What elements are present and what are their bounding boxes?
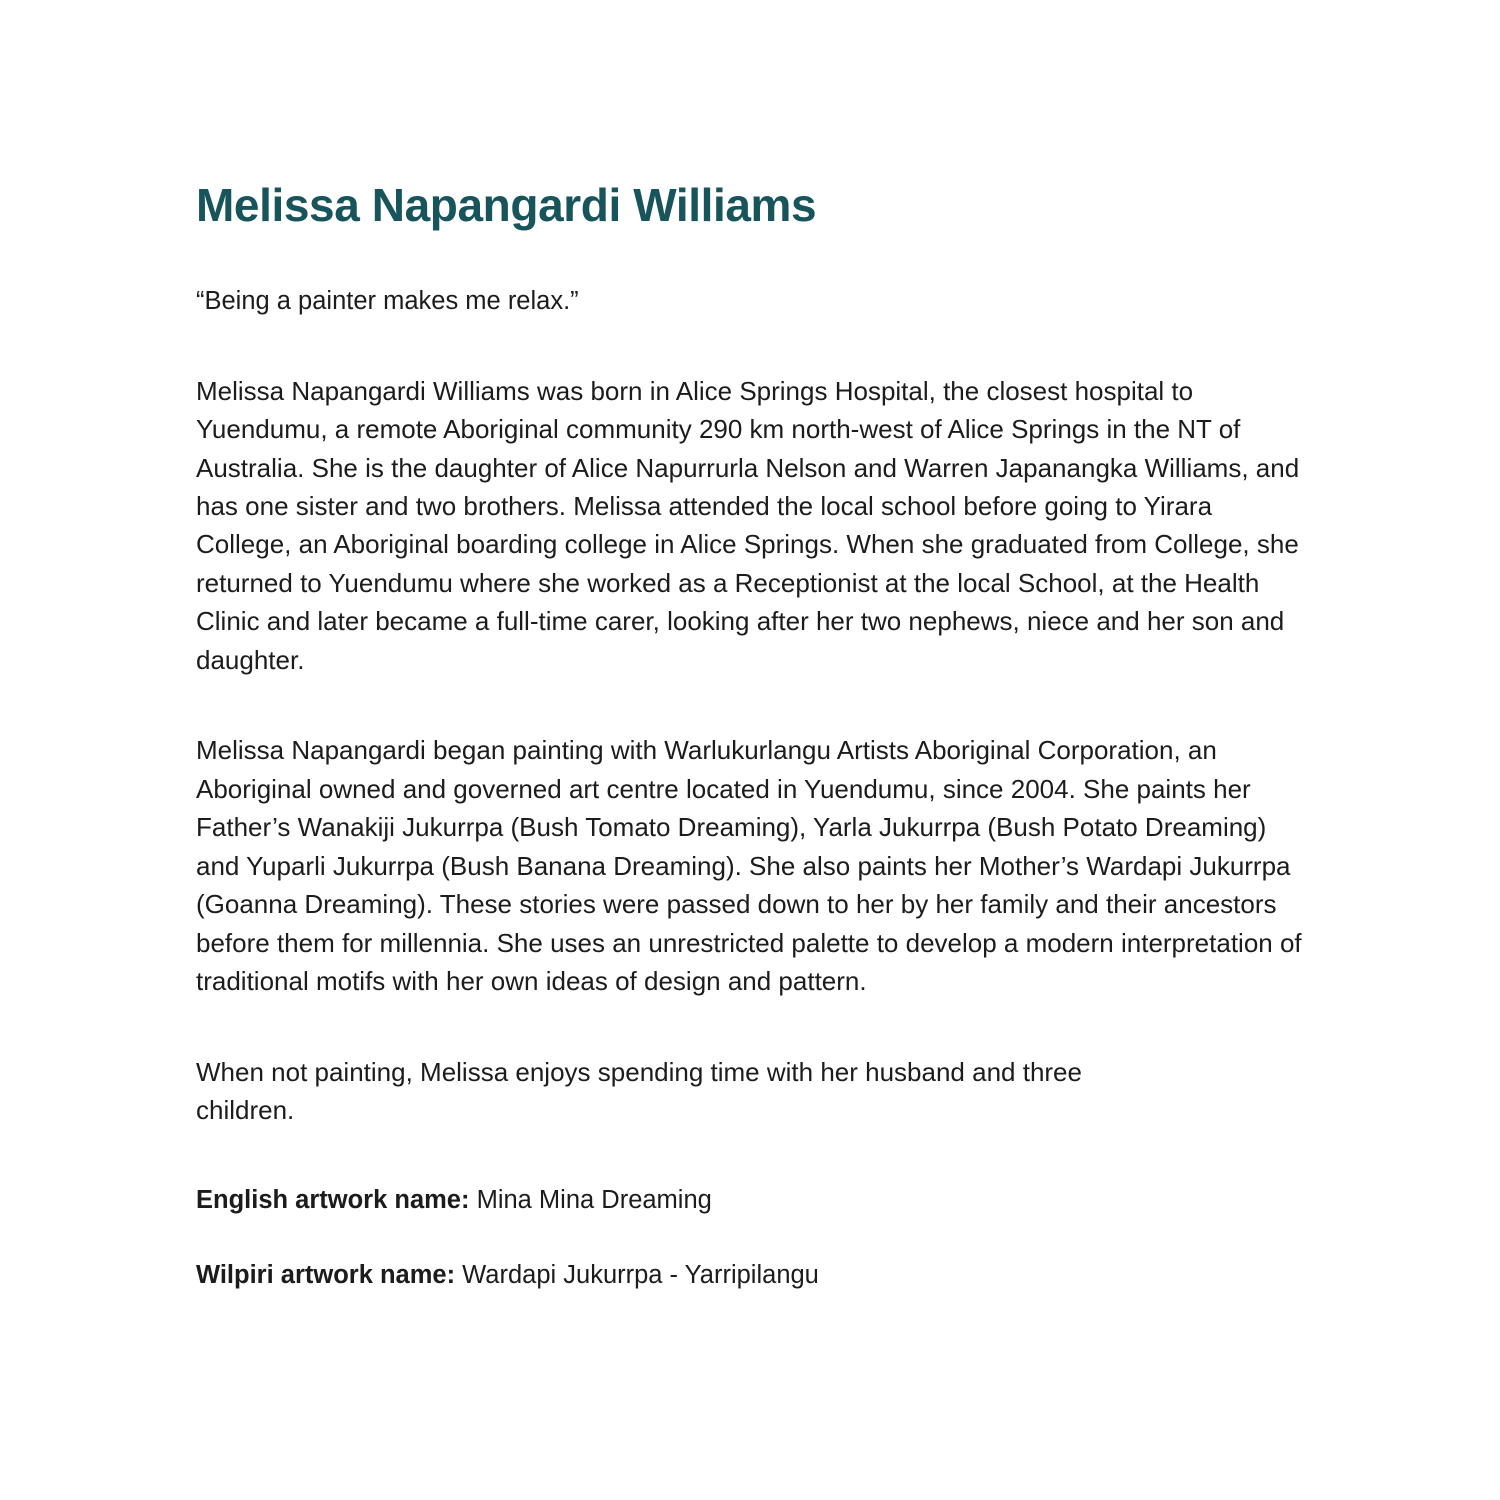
- english-artwork-name-value: Mina Mina Dreaming: [476, 1185, 712, 1214]
- biography-paragraph-3: When not painting, Melissa enjoys spending time with her husband and three children.: [196, 1056, 1082, 1126]
- english-artwork-name: [196, 1182, 1310, 1219]
- wilpiri-artwork-name: [196, 1257, 1310, 1294]
- page-title: Melissa Napangardi Williams: [196, 179, 817, 231]
- biography-paragraph-1: Melissa Napangardi Williams was born in Alice Springs Hospital, the closest hospital to Yuendumu, a remote Aboriginal community 290 km north-west of Alice Springs in the NT of Australia. She is the daughter of Alice Napurrurla Nelson and Warren Japanangka Williams, and has one sister and two brothers. Melissa attended the local school before going to Yirara College, an Aboriginal boarding college in Alice Springs. When she graduated from College, she returned to Yuendumu where she worked as a Receptionist at the local School, at the Health Clinic and later became a full-time carer, looking after her two nephews, niece and her son and daughter.: [196, 375, 1300, 675]
- english-artwork-name-label: English artwork name:: [196, 1185, 470, 1214]
- biography-paragraph-2: Melissa Napangardi began painting with Warlukurlangu Artists Aboriginal Corporation, an Aboriginal owned and governed art centre located in Yuendumu, since 2004. She paints her Father’s Wanakiji Jukurrpa (Bush Tomato Dreaming), Yarla Jukurrpa (Bush Potato Dreaming) and Yuparli Jukurrpa (Bush Banana Dreaming). She also paints her Mother’s Wardapi Jukurrpa (Goanna Dreaming). These stories were passed down to her by her family and their ancestors before them for millennia. She uses an unrestricted palette to develop a modern interpretation of traditional motifs with her own ideas of design and pattern.: [196, 735, 1302, 997]
- wilpiri-artwork-name-label: Wilpiri artwork name:: [196, 1260, 456, 1289]
- artist-quote: “Being a painter makes me relax.”: [196, 286, 579, 315]
- wilpiri-artwork-name-value: Wardapi Jukurrpa - Yarripilangu: [462, 1260, 819, 1289]
